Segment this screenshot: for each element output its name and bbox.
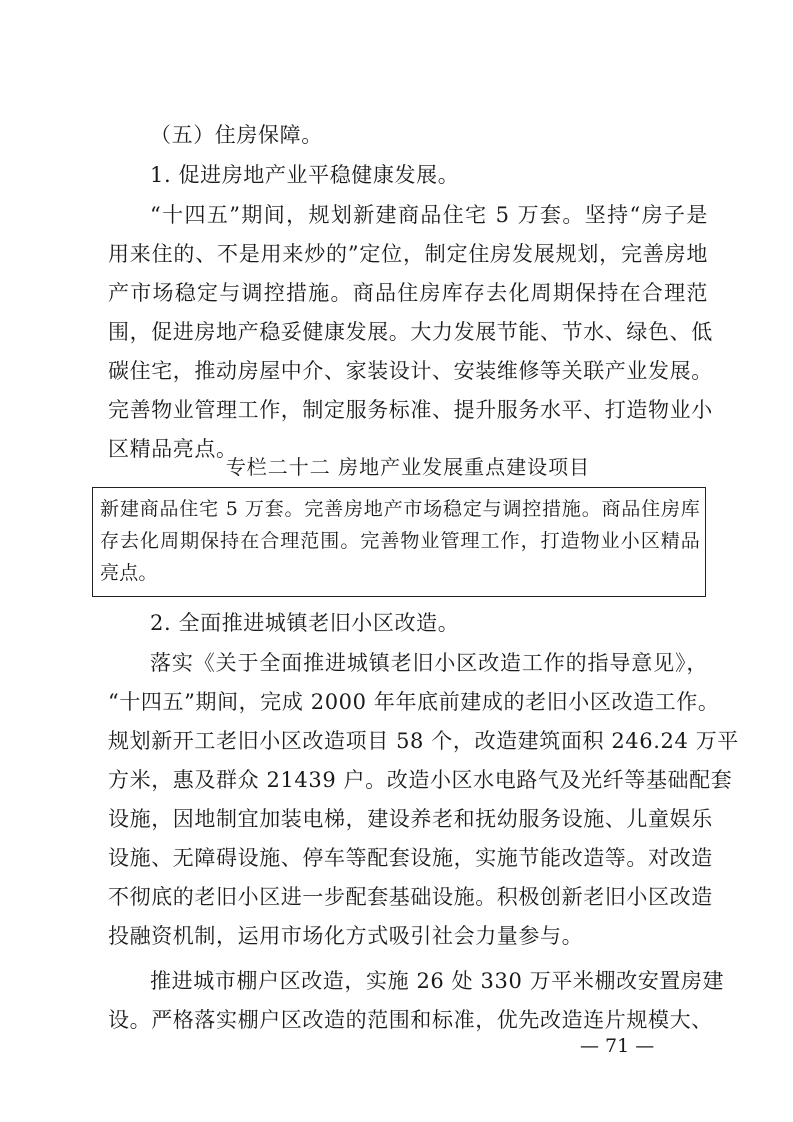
paragraph-line: 投融资机制，运用市场化方式吸引社会力量参与。 bbox=[108, 924, 584, 948]
paragraph-line: 方米，惠及群众 21439 户。改造小区水电路气及光纤等基础配套 bbox=[108, 768, 733, 792]
subsection-heading-1: 1. 促进房地产业平稳健康发展。 bbox=[150, 163, 460, 187]
paragraph-line: “十四五”期间，完成 2000 年年底前建成的老旧小区改造工作。 bbox=[108, 690, 720, 714]
page-number: — 71 — bbox=[580, 1035, 655, 1057]
paragraph-line: 碳住宅，推动房屋中介、家装设计、安装维修等关联产业发展。 bbox=[108, 359, 713, 383]
paragraph-line: 设。严格落实棚户区改造的范围和标准，优先改造连片规模大、 bbox=[108, 1008, 713, 1032]
paragraph-line: 落实《关于全面推进城镇老旧小区改造工作的指导意见》， bbox=[150, 651, 708, 675]
feature-box-line: 新建商品住宅 5 万套。完善房地产市场稳定与调控措施。商品住房库 bbox=[100, 498, 700, 520]
paragraph-line: 不彻底的老旧小区进一步配套基础设施。积极创新老旧小区改造 bbox=[108, 885, 713, 909]
paragraph-line: “十四五”期间，规划新建商品住宅 5 万套。坚持“房子是 bbox=[150, 203, 708, 227]
paragraph-line: 产市场稳定与调控措施。商品住房库存去化周期保持在合理范 bbox=[108, 281, 708, 305]
subsection-heading-2: 2. 全面推进城镇老旧小区改造。 bbox=[150, 611, 460, 635]
feature-box-line: 存去化周期保持在合理范围。完善物业管理工作，打造物业小区精品 bbox=[100, 530, 700, 552]
paragraph-line: 规划新开工老旧小区改造项目 58 个，改造建筑面积 246.24 万平 bbox=[108, 729, 739, 753]
paragraph-line: 区精品亮点。 bbox=[108, 437, 238, 461]
paragraph-line: 设施，因地制宜加装电梯，建设养老和抚幼服务设施、儿童娱乐 bbox=[108, 807, 713, 831]
feature-box-title: 专栏二十二 房地产业发展重点建设项目 bbox=[225, 455, 591, 479]
paragraph-line: 推进城市棚户区改造，实施 26 处 330 万平米棚改安置房建 bbox=[150, 969, 725, 993]
paragraph-line: 完善物业管理工作，制定服务标准、提升服务水平、打造物业小 bbox=[108, 398, 713, 422]
section-heading: （五）住房保障。 bbox=[150, 123, 323, 147]
paragraph-line: 围，促进房地产稳妥健康发展。大力发展节能、节水、绿色、低 bbox=[108, 320, 713, 344]
paragraph-line: 设施、无障碍设施、停车等配套设施，实施节能改造等。对改造 bbox=[108, 846, 713, 870]
feature-box-line: 亮点。 bbox=[100, 562, 158, 584]
paragraph-line: 用来住的、不是用来炒的”定位，制定住房发展规划，完善房地 bbox=[108, 242, 708, 266]
